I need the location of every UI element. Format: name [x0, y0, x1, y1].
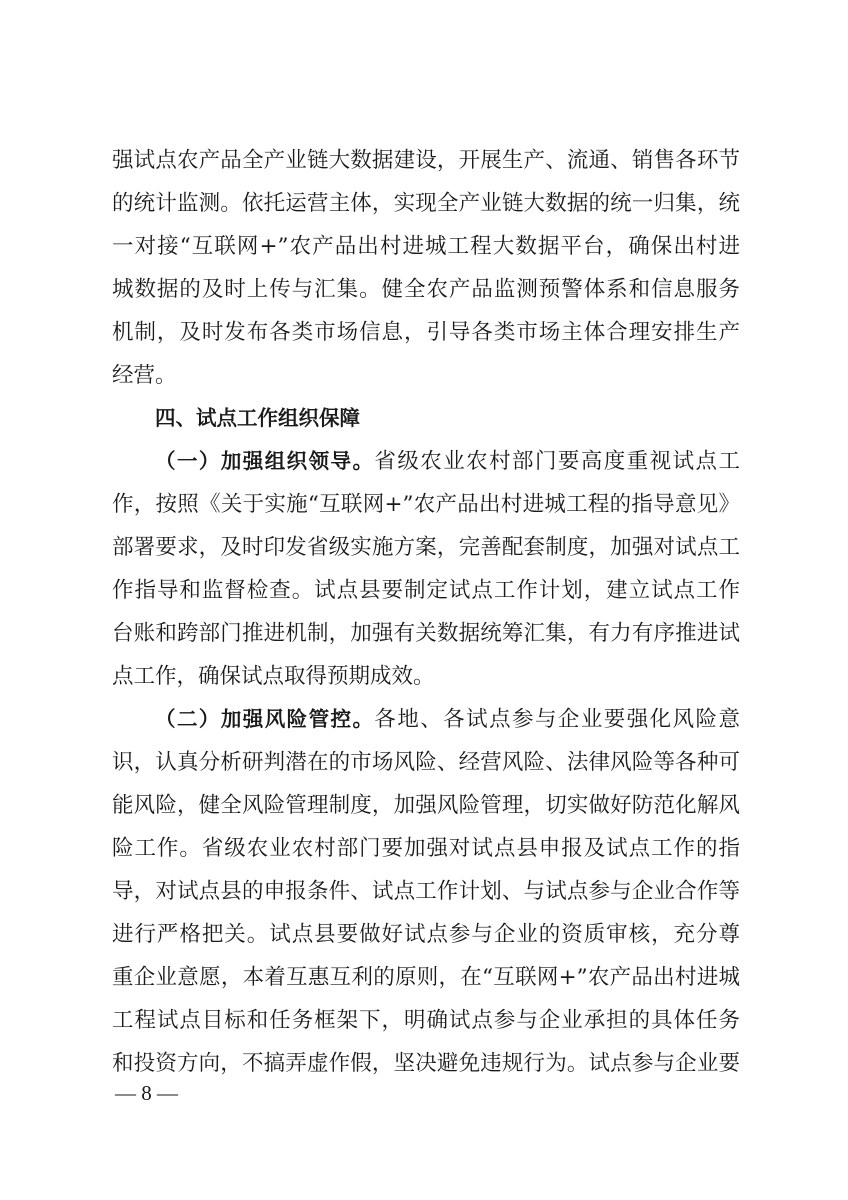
paragraph-3-first-line-rest: 各地、各试点参与企业要强化风险意 [374, 707, 740, 732]
paragraph-3-title: （二）加强风险管控。 [155, 707, 375, 731]
paragraph-2-title: （一）加强组织领导。 [155, 449, 375, 473]
paragraph-1-line-5: 机制，及时发布各类市场信息，引导各类市场主体合理安排生产 [112, 320, 740, 345]
paragraph-1-line-1: 强试点农产品全产业链大数据建设，开展生产、流通、销售各环节 [112, 148, 740, 173]
paragraph-3-line-8: 工程试点目标和任务框架下，明确试点参与企业承担的具体任务 [112, 1008, 740, 1033]
paragraph-3-line-5: 导，对试点县的申报条件、试点工作计划、与试点参与企业合作等 [112, 879, 740, 904]
paragraph-3-line-4: 险工作。省级农业农村部门要加强对试点县申报及试点工作的指 [112, 836, 740, 861]
body-text [112, 139, 740, 1085]
paragraph-2-line-4: 作指导和监督检查。试点县要制定试点工作计划，建立试点工作 [112, 578, 740, 603]
paragraph-2-line-2: 作，按照《关于实施“互联网+”农产品出村进城工程的指导意见》 [112, 492, 740, 517]
paragraph-3-line-3: 能风险，健全风险管理制度，加强风险管理，切实做好防范化解风 [112, 793, 740, 818]
paragraph-1-line-3: 一对接“互联网+”农产品出村进城工程大数据平台，确保出村进 [112, 234, 740, 259]
paragraph-2-line-6: 点工作，确保试点取得预期成效。 [112, 664, 435, 689]
paragraph-3-line-2: 识，认真分析研判潜在的市场风险、经营风险、法律风险等各种可 [112, 750, 740, 775]
paragraph-3-line-1 [112, 698, 740, 741]
section-heading: 四、试点工作组织保障 [155, 406, 360, 430]
page-number: — 8 — [115, 1081, 178, 1105]
paragraph-2-line-1 [112, 440, 740, 483]
paragraph-2-first-line-rest: 省级农业农村部门要高度重视试点工 [374, 449, 740, 474]
paragraph-2-line-5: 台账和跨部门推进机制，加强有关数据统筹汇集，有力有序推进试 [112, 621, 740, 646]
paragraph-3-line-6: 进行严格把关。试点县要做好试点参与企业的资质审核，充分尊 [112, 922, 740, 947]
paragraph-3-line-7: 重企业意愿，本着互惠互利的原则，在“互联网+”农产品出村进城 [112, 965, 740, 990]
paragraph-1-line-2: 的统计监测。依托运营主体，实现全产业链大数据的统一归集，统 [112, 191, 740, 216]
paragraph-1-line-6: 经营。 [112, 363, 177, 388]
paragraph-3-line-9: 和投资方向，不搞弄虚作假，坚决避免违规行为。试点参与企业要 [112, 1051, 740, 1076]
paragraph-1-line-4: 城数据的及时上传与汇集。健全农产品监测预警体系和信息服务 [112, 277, 740, 302]
paragraph-2-line-3: 部署要求，及时印发省级实施方案，完善配套制度，加强对试点工 [112, 535, 740, 560]
